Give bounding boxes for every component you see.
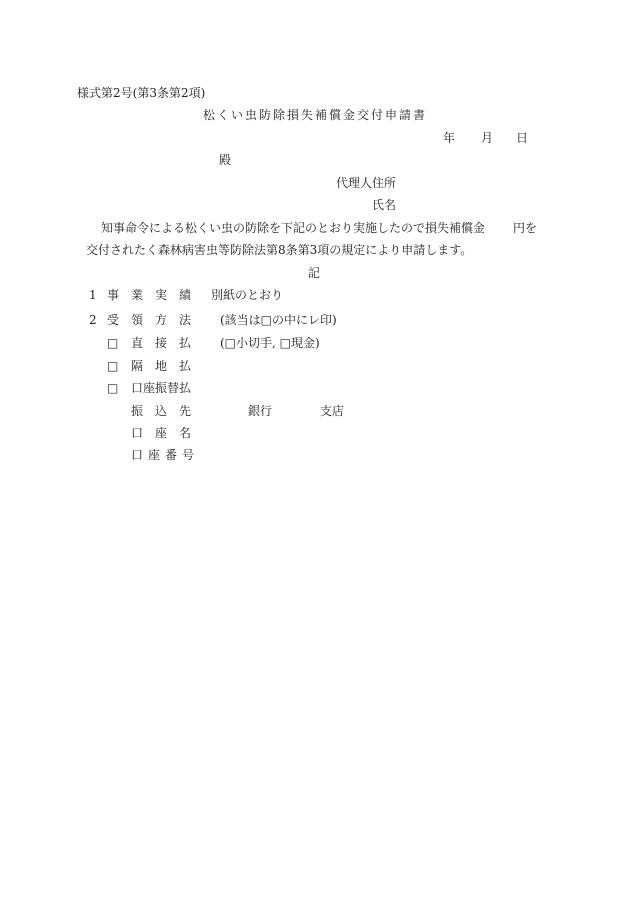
- body-line1-yen: 円を: [513, 221, 538, 235]
- body-line2: 交付されたく森林病害虫等防除法第8条第3項の規定により申請します。: [86, 243, 473, 257]
- transfer-account-number-label: 口座番号: [131, 448, 200, 462]
- form-title: 松くい虫防除損失補償金交付申請書: [203, 108, 428, 122]
- option-direct-label: 直接払: [131, 336, 204, 350]
- transfer-branch-label: 支店: [320, 404, 345, 418]
- transfer-account-name-label: 口座名: [131, 426, 204, 440]
- item2-number: 2: [89, 313, 97, 327]
- addressee-honorific: 殿: [219, 153, 232, 167]
- transfer-bank-label: 銀行: [248, 404, 273, 418]
- option-remote-checkbox[interactable]: □: [107, 359, 119, 373]
- item1-number: 1: [89, 288, 97, 302]
- option-transfer-checkbox[interactable]: □: [107, 381, 119, 395]
- item2-note: (該当は□の中にレ印): [220, 313, 337, 327]
- agent-address-label: 代理人住所: [336, 176, 397, 190]
- form-number: 様式第2号(第3条第2項): [77, 86, 206, 100]
- transfer-destination-label: 振込先: [131, 404, 204, 418]
- date-day: 日: [516, 131, 529, 145]
- option-remote-label: 隔地払: [131, 359, 204, 373]
- record-heading: 記: [308, 266, 321, 280]
- option-transfer-label: 口座振替払: [131, 381, 192, 395]
- item2-label: 受領方法: [107, 313, 204, 327]
- agent-name-label: 氏名: [372, 198, 397, 212]
- item1-value: 別紙のとおり: [211, 288, 284, 302]
- option-direct-checkbox[interactable]: □: [107, 336, 119, 350]
- date-year: 年: [443, 131, 456, 145]
- body-line1: 知事命令による松くい虫の防除を下記のとおり実施したので損失補償金: [101, 221, 486, 235]
- option-direct-detail: (□小切手, □現金): [220, 336, 320, 350]
- date-month: 月: [481, 131, 494, 145]
- item1-label: 事業実績: [107, 288, 204, 302]
